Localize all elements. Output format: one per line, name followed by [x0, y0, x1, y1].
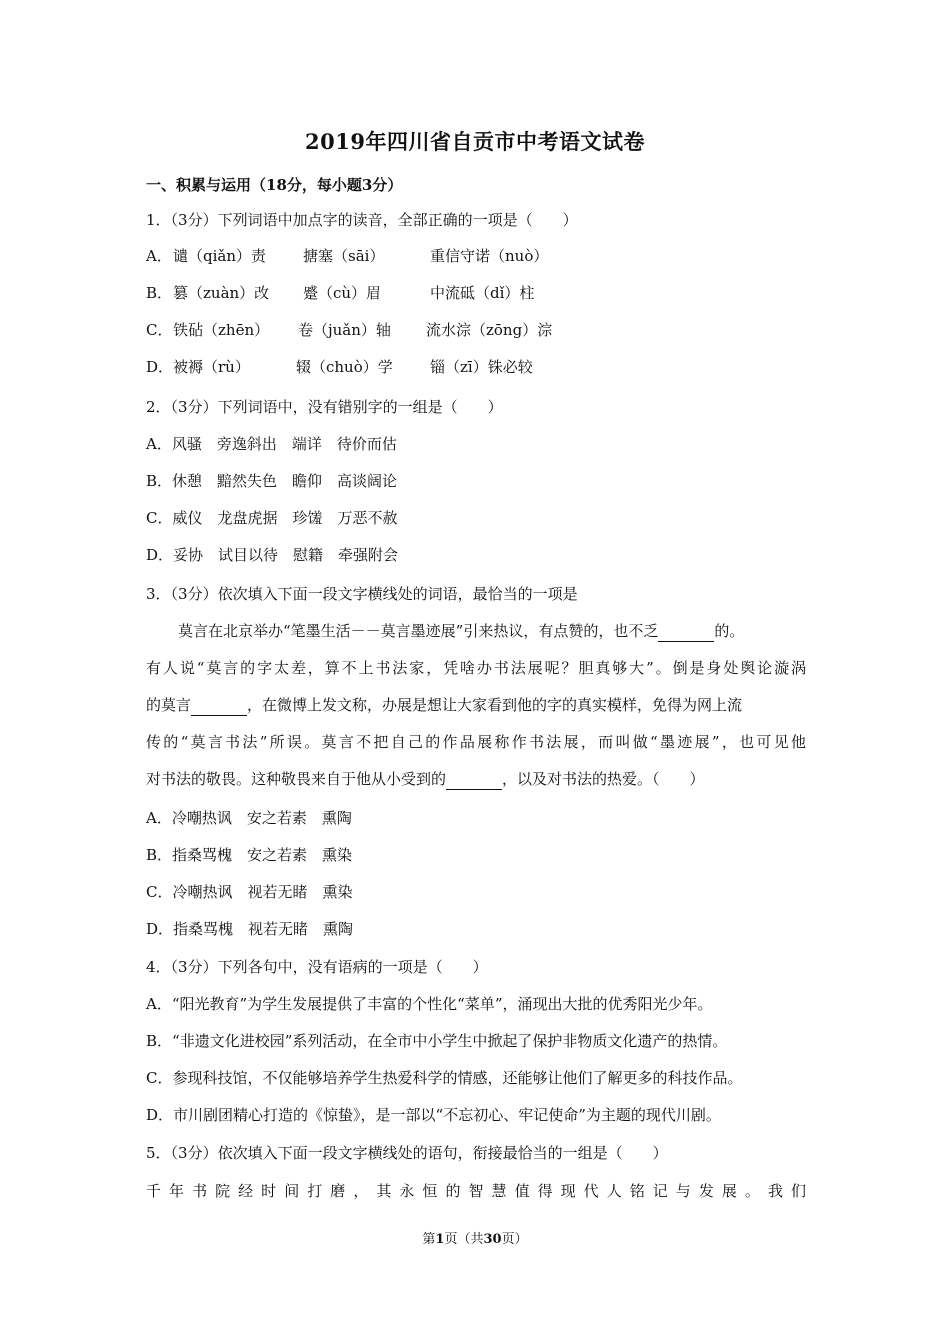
section-heading: 一、积累与运用（18分，每小题3分）	[146, 176, 403, 194]
passage-line-3: 的莫言 ，在微博上发文称，办展是想让大家看到他的字的真实模样，免得为网上流	[146, 696, 743, 714]
page-footer: 第1页（共30页）	[422, 1232, 528, 1247]
question-4-option-a: A．“阳光教育”为学生发展提供了丰富的个性化“菜单”，涌现出大批的优秀阳光少年。	[146, 995, 713, 1013]
question-4-option-c: C．参现科技馆，不仅能够培养学生热爱科学的情感，还能够让他们了解更多的科技作品。	[146, 1069, 743, 1087]
question-1-option-b: B． 篡（zuàn）改 蹙（cù）眉 中流砥（dǐ）柱	[146, 284, 535, 302]
question-5-stem: 5．（3分）依次填入下面一段文字横线处的语句，衔接最恰当的一组是（ ）	[146, 1144, 668, 1162]
question-4-option-d: D．市川剧团精心打造的《惊蛰》，是一部以“不忘初心、牢记使命”为主题的现代川剧。	[146, 1106, 721, 1124]
question-3-stem: 3．（3分）依次填入下面一段文字横线处的词语，最恰当的一项是	[146, 585, 578, 603]
question-2-option-c: C．威仪 龙盘虎据 珍馐 万恶不赦	[146, 509, 398, 527]
page-number: 1	[435, 1232, 445, 1247]
question-1-option-d: D． 被褥（rù） 辍（chuò）学 锱（zī）铢必较	[146, 358, 533, 376]
question-3-option-a: A．冷嘲热讽 安之若素 熏陶	[146, 809, 352, 827]
passage-line-1: 莫言在北京举办“笔墨生活－－莫言墨迹展”引来热议，有点赞的，也不乏 的。	[178, 622, 745, 640]
question-3-option-d: D．指桑骂槐 视若无睹 熏陶	[146, 920, 354, 938]
passage-line-5: 对书法的敬畏。这种敬畏来自于他从小受到的 ，以及对书法的热爱。（ ）	[146, 770, 705, 788]
question-2-option-b: B．休憩 黯然失色 瞻仰 高谈阔论	[146, 472, 398, 490]
answer-blank	[658, 621, 714, 642]
question-3-option-b: B．指桑骂槐 安之若素 熏染	[146, 846, 353, 864]
passage-line-4: 传的“莫言书法”所误。莫言不把自己的作品展称作书法展，而叫做“墨迹展”，也可见他	[146, 733, 806, 751]
question-4-option-b: B．“非遗文化进校园”系列活动，在全市中小学生中掀起了保护非物质文化遗产的热情。	[146, 1032, 728, 1050]
question-3-option-c: C．冷嘲热讽 视若无睹 熏染	[146, 883, 353, 901]
exam-title: 2019年四川省自贡市中考语文试卷	[305, 129, 645, 154]
question-2-option-a: A．风骚 旁逸斜出 端详 待价而估	[146, 435, 397, 453]
page-total: 30	[483, 1232, 502, 1247]
answer-blank	[191, 695, 247, 716]
question-5-passage-line-1: 千年书院经时间打磨，其永恒的智慧值得现代人铭记与发展。我们	[146, 1182, 806, 1200]
question-1-stem: 1．（3分）下列词语中加点字的读音，全部正确的一项是（ ）	[146, 211, 578, 229]
question-2-stem: 2．（3分）下列词语中，没有错别字的一组是（ ）	[146, 398, 503, 416]
question-1-option-a: A． 谴（qiǎn）责 搪塞（sāi） 重信守诺（nuò）	[146, 247, 549, 265]
question-1-option-c: C． 铁砧（zhēn） 卷（juǎn）轴 流水淙（zōng）淙	[146, 321, 553, 339]
answer-blank	[446, 769, 502, 790]
passage-line-2: 有人说“莫言的字太差，算不上书法家，凭啥办书法展呢？胆真够大”。倒是身处舆论漩涡	[146, 659, 806, 677]
question-2-option-d: D．妥协 试目以待 慰籍 牵强附会	[146, 546, 399, 564]
question-4-stem: 4．（3分）下列各句中，没有语病的一项是（ ）	[146, 958, 488, 976]
